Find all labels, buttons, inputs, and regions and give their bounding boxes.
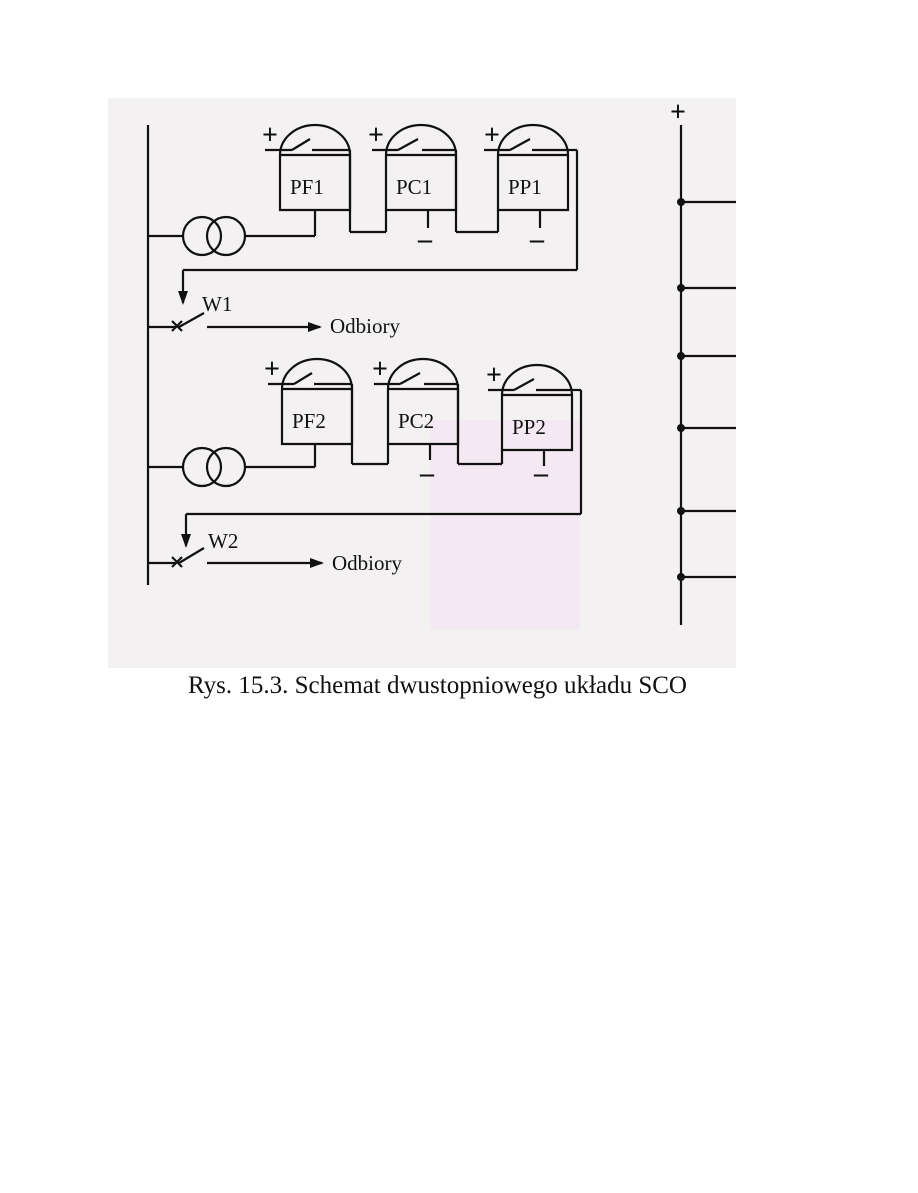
load-1-label: Odbiory: [330, 314, 400, 338]
junction-dot: [677, 507, 685, 515]
pc2-minus: –: [420, 458, 434, 489]
relay-pc2-label: PC2: [398, 409, 435, 433]
breaker-w2-label: W2: [208, 529, 239, 553]
pp2-minus: –: [534, 458, 548, 489]
pc1-plus: +: [368, 120, 384, 151]
relay-pp1-label: PP1: [508, 175, 542, 199]
pc2-plus: +: [372, 354, 388, 385]
pp1-minus: –: [530, 224, 544, 255]
breaker-w1-label: W1: [202, 292, 233, 316]
pc1-minus: –: [418, 224, 432, 255]
junction-dot: [677, 352, 685, 360]
right-plus-sign: +: [670, 97, 686, 128]
load-2-label: Odbiory: [332, 551, 402, 575]
junction-dot: [677, 284, 685, 292]
relay-pc1-label: PC1: [396, 175, 433, 199]
relay-pf2-label: PF2: [292, 409, 326, 433]
scan-stain: [430, 420, 580, 630]
pf1-plus: +: [262, 120, 278, 151]
pp1-plus: +: [484, 120, 500, 151]
junction-dot: [677, 424, 685, 432]
relay-pf1-label: PF1: [290, 175, 324, 199]
relay-pp2-label: PP2: [512, 415, 546, 439]
junction-dot: [677, 573, 685, 581]
figure-caption: Rys. 15.3. Schemat dwustopniowego układu SCO: [188, 672, 687, 699]
pf2-plus: +: [264, 354, 280, 385]
junction-dot: [677, 198, 685, 206]
pp2-plus: +: [486, 360, 502, 391]
